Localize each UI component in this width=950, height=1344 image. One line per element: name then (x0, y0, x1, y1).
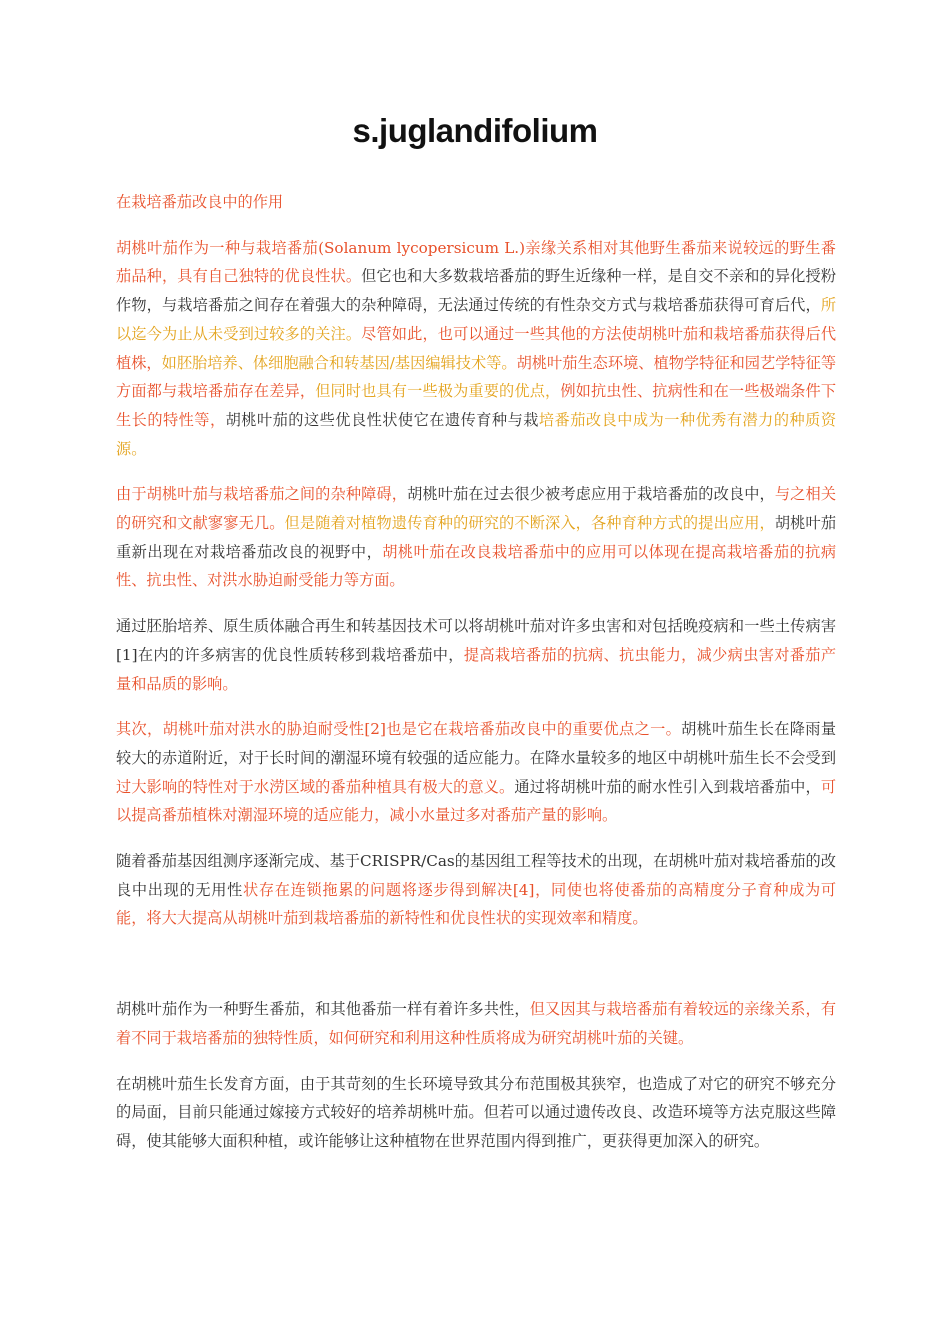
paragraph (116, 480, 836, 595)
text-segment: 提高栽培番茄的抗病、抗虫能力，减少病虫害对番茄产量和品质的影响。 (116, 645, 837, 693)
paragraph (116, 995, 836, 1052)
text-segment: 可以提高番茄植株对潮湿环境的适应能力，减小水量过多对番茄产量的影响。 (116, 777, 837, 825)
paragraph (116, 847, 836, 933)
text-segment: 胡桃叶茄在改良栽培番茄中的应用可以体现在提高栽培番茄的抗病性、抗虫性、对洪水胁迫耐受能力等方面。 (116, 542, 837, 590)
text-segment: 通过胚胎培养、原生质体融合再生和转基因技术可以将胡桃叶茄对许多虫害和对包括晚疫病和一些土传病害[1]在内的许多病害的优良性质转移到栽培番茄中， (116, 617, 836, 664)
text-segment: 但又因其与栽培番茄有着较远的亲缘关系，有着不同于栽培番茄的独特性质，如何研究和利用这种性质将成为研究胡桃叶茄的关键。 (116, 1000, 837, 1047)
text-segment: 胡桃叶茄作为一种野生番茄，和其他番茄一样有着许多共性， (116, 1000, 530, 1019)
text-segment: 在胡桃叶茄生长发育方面，由于其苛刻的生长环境导致其分布范围极其狭窄，也造成了对它的研究不够充分的局面，目前只能通过嫁接方式较好的培养胡桃叶茄。但若可以通过遗传改良、改造环境等方法克服这些障碍，使其能够大面积种植，或许能够让这种植物在世界范围内得到推广，更获得更加深入的研究。 (116, 1074, 836, 1150)
document-body (116, 188, 836, 1173)
text-segment: 例如抗虫性、抗病性和在一些极端条件下生长的特性等， (116, 382, 837, 429)
text-segment: 其次，胡桃叶茄对洪水的胁迫耐受性[2]也是它在栽培番茄改良中的重要优点之一。 (116, 720, 682, 739)
paragraph (116, 715, 836, 830)
text-segment: 但它也和大多数栽培番茄的野生近缘种一样，是自交不亲和的异化授粉作物，与栽培番茄之间存在着强大的杂种障碍，无法通过传统的有性杂交方式与栽培番茄获得可育后代， (116, 267, 837, 315)
text-segment: 通过将胡桃叶茄的耐水性引入到栽培番茄中， (514, 777, 821, 796)
text-segment: 状存在连锁拖累的问题将逐步得到解决[4]，同使也将使番茄的高精度分子育种成为可能，将大大提高从胡桃叶茄到栽培番茄的新特性和优良性状的实现效率和精度。 (116, 880, 837, 928)
section-heading (116, 188, 836, 217)
text-segment: 胡桃叶茄在过去很少被考虑应用于栽培番茄的改良中， (407, 485, 775, 504)
text-segment: 尽管如此，也可以通过一些其他的方法使胡桃叶茄和栽培番茄获得后代植株， (116, 324, 837, 372)
paragraph (116, 1070, 836, 1156)
text-segment: 但是随着对植物遗传育种的研究的不断深入，各种育种方式的提出应用， (284, 514, 775, 533)
text-segment: 胡桃叶茄生态环境、植物学特征和园艺学特征等方面都与栽培番茄存在差异， (116, 353, 837, 401)
paragraph (116, 234, 836, 464)
text-segment: 但同时也具有一些极为重要的优点， (315, 382, 561, 401)
text-segment: 随着番茄基因组测序逐渐完成、基于CRISPR/Cas的基因组工程等技术的出现，在胡桃叶茄对栽培番茄的改良中出现的无用性 (116, 852, 836, 899)
document-title: s.juglandifolium (352, 112, 598, 149)
text-segment: 过大影响的特性对于水涝区域的番茄种植具有极大的意义。 (116, 777, 515, 796)
text-segment: 胡桃叶茄作为一种与栽培番茄(Solanum lycopersicum L.)亲缘关系相对其他野生番茄来说较远的野生番茄品种，具有自己独特的优良性状。 (116, 238, 836, 286)
paragraph (116, 612, 836, 698)
text-segment: 所以迄今为止从未受到过较多的关注。 (116, 296, 836, 343)
text-segment: 培番茄改良中成为一种优秀有潜力的种质资源。 (116, 410, 837, 458)
text-segment: 胡桃叶茄重新出现在对栽培番茄改良的视野中， (116, 514, 837, 561)
text-segment: 如胚胎培养、体细胞融合和转基因/基因编辑技术等。 (161, 353, 517, 372)
text-segment: 胡桃叶茄的这些优良性状使它在遗传育种与栽 (225, 410, 539, 429)
text-segment: 由于胡桃叶茄与栽培番茄之间的杂种障碍， (116, 485, 408, 504)
text-segment: 在栽培番茄改良中的作用 (116, 193, 284, 211)
text-segment: 胡桃叶茄生长在降雨量较大的赤道附近，对于长时间的潮湿环境有较强的适应能力。在降水量较多的地区中胡桃叶茄生长不会受到 (116, 720, 837, 767)
text-segment: 与之相关的研究和文献寥寥无几。 (116, 485, 837, 533)
